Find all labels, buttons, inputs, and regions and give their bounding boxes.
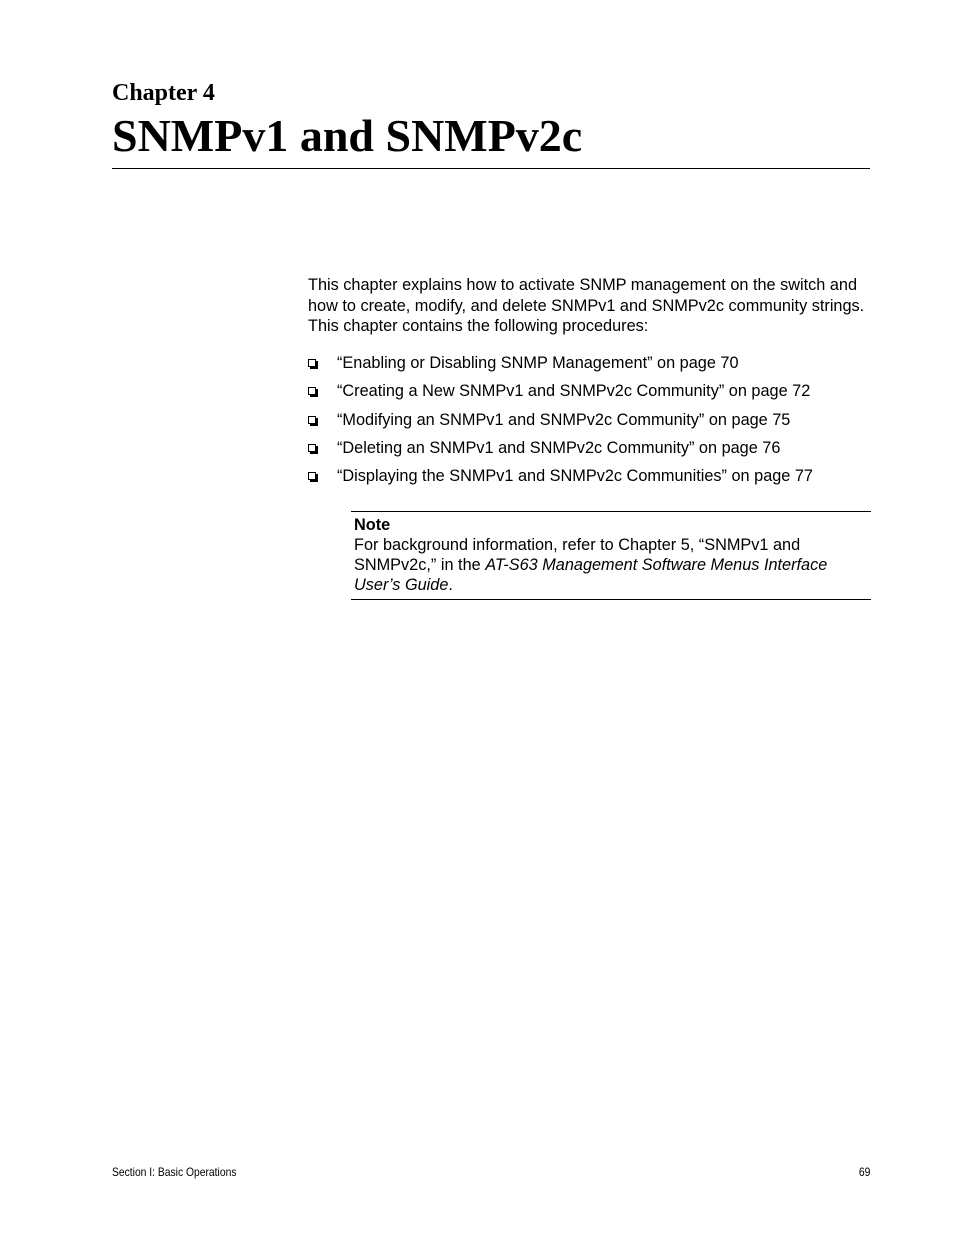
note-guide-title: AT-S63 Management Software Menus Interface User’s Guide [354,556,828,594]
checkbox-bullet-icon [308,472,316,480]
procedure-link-text: “Enabling or Disabling SNMP Management” on page 70 [337,354,739,372]
chapter-title: SNMPv1 and SNMPv2c [112,110,583,161]
note-box [351,511,871,600]
intro-paragraph: This chapter explains how to activate SNMP management on the switch and how to create, modify, and delete SNMPv1 and SNMPv2c community strings. This chapter contains the following procedures: [308,276,865,335]
footer-page-number: 69 [858,1165,870,1179]
procedure-link-text: “Modifying an SNMPv1 and SNMPv2c Community” on page 75 [337,410,791,429]
chapter-label: Chapter 4 [112,80,215,106]
list-item [308,380,870,408]
list-item [308,437,870,465]
footer-section: Section I: Basic Operations [112,1165,237,1179]
checkbox-bullet-icon [308,416,316,424]
list-item [308,409,870,437]
list-item [308,352,870,380]
checkbox-bullet-icon [308,444,316,452]
checkbox-bullet-icon [308,387,316,395]
note-heading: Note [354,516,391,534]
note-text-end: . [448,576,453,594]
procedure-link-text: “Creating a New SNMPv1 and SNMPv2c Community” on page 72 [337,382,811,401]
procedure-list [308,352,870,493]
checkbox-bullet-icon [308,359,316,367]
procedure-link-text: “Deleting an SNMPv1 and SNMPv2c Community” on page 76 [337,438,781,457]
procedure-link-text: “Displaying the SNMPv1 and SNMPv2c Communities” on page 77 [337,467,813,486]
note-text: For background information, refer to Chapter 5, “SNMPv1 and SNMPv2c,” in the [354,536,801,574]
list-item [308,465,870,493]
note-body [354,535,871,595]
title-divider [112,168,870,169]
